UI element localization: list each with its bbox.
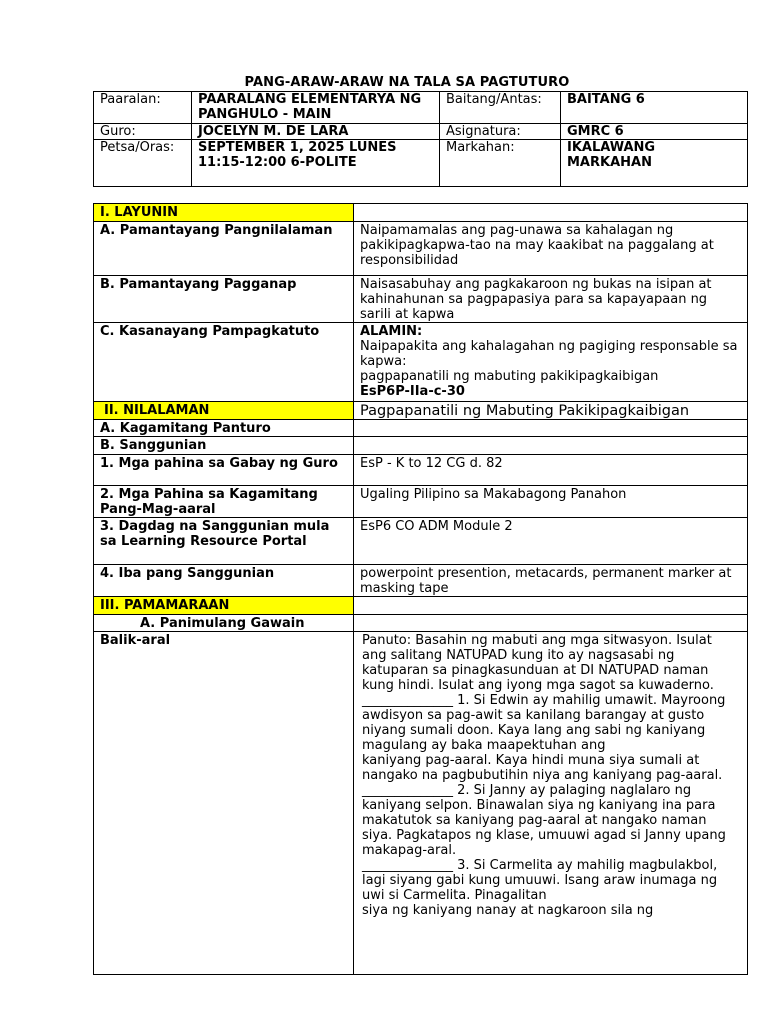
guro-label: Guro: (94, 124, 192, 140)
baitang-value: BAITANG 6 (561, 92, 748, 124)
pangnilalaman-value: Naipamamalas ang pag-unawa sa kahalagan ng pakikipagkapwa-tao na may kaakibat na paggalang at responsibilidad (354, 222, 748, 276)
section-pamamaraan-blank (354, 597, 748, 615)
row-panimulang-gawain (94, 615, 748, 632)
gabay-ng-guro-label: 1. Mga pahina sa Gabay ng Guro (94, 455, 354, 486)
kagamitang-mag-aaral-label: 2. Mga Pahina sa Kagamitang Pang-Mag-aaral (94, 486, 354, 518)
learning-resource-portal-label: 3. Dagdag na Sanggunian mula sa Learning Resource Portal (94, 518, 354, 565)
situation-1-b: kaniyang pag-aaral. Kaya hindi muna siya sumali at nangako na pagbubutihin niya ang kaniyang pag-aaral. (362, 753, 723, 783)
kagamitang-mag-aaral-value: Ugaling Pilipino sa Makabagong Panahon (354, 486, 748, 518)
sanggunian-value (354, 437, 748, 455)
row-kagamitang-mag-aaral (94, 486, 748, 518)
panuto-text: Panuto: Basahin ng mabuti ang mga sitwasyon. Isulat ang salitang NATUPAD kung ito ay nagsasabi ng katuparan sa pinagkasunduan at DI NATUPAD naman kung hindi. Isulat ang iyong mga sagot sa kuwaderno. (362, 633, 714, 693)
pagganap-label: B. Pamantayang Pagganap (94, 276, 354, 323)
pagganap-value: Naisasabuhay ang pagkakaroon ng bukas na isipan at kahinahunan sa pagpapasiya para sa kapayapaan ng sarili at kapwa (354, 276, 748, 323)
section-layunin-blank (354, 204, 748, 222)
iba-pang-sanggunian-label: 4. Iba pang Sanggunian (94, 565, 354, 597)
learning-resource-portal-value: EsP6 CO ADM Module 2 (354, 518, 748, 565)
panimulang-gawain-value (354, 615, 748, 632)
section-layunin-row (94, 204, 748, 222)
asignatura-value: GMRC 6 (561, 124, 748, 140)
pampagkatuto-line-1: Naipapakita ang kahalagahan ng pagiging responsable sa kapwa: (360, 339, 738, 369)
balik-aral-content (354, 632, 748, 975)
competency-code: EsP6P-IIa-c-30 (360, 384, 465, 399)
section-pamamaraan-heading: III. PAMAMARAAN (94, 597, 354, 615)
alamin-label: ALAMIN: (360, 324, 423, 339)
petsa-value: SEPTEMBER 1, 2025 LUNES 11:15-12:00 6-POLITE (192, 140, 440, 187)
row-kagamitang-panturo (94, 420, 748, 437)
gabay-ng-guro-value: EsP - K to 12 CG d. 82 (354, 455, 748, 486)
asignatura-label: Asignatura: (440, 124, 561, 140)
sanggunian-label: B. Sanggunian (94, 437, 354, 455)
row-learning-resource-portal (94, 518, 748, 565)
page-title: PANG-ARAW-ARAW NA TALA SA PAGTUTURO (244, 75, 570, 90)
row-sanggunian (94, 437, 748, 455)
petsa-label: Petsa/Oras: (94, 140, 192, 187)
row-balik-aral (94, 632, 748, 975)
section-layunin-heading: I. LAYUNIN (94, 204, 354, 222)
section-nilalaman-row (94, 402, 748, 420)
section-nilalaman-heading: II. NILALAMAN (94, 402, 354, 420)
situation-3-a: ______________ 3. Si Carmelita ay mahilig magbulakbol, lagi siyang gabi kung umuuwi. Isang araw inumaga ng uwi si Carmelita. Pinagalitan (362, 858, 718, 903)
markahan-label: Markahan: (440, 140, 561, 187)
kagamitang-panturo-value (354, 420, 748, 437)
panimulang-gawain-label: A. Panimulang Gawain (94, 615, 354, 632)
kagamitang-panturo-label: A. Kagamitang Panturo (94, 420, 354, 437)
situation-2: ______________ 2. Si Janny ay palaging naglalaro ng kaniyang selpon. Binawalan siya ng kaniyang ina para makatutok sa kaniyang pag-aaral at nangako naman siya. Pagkatapos ng klase, umuuwi agad si Janny upang makapag-aral. (362, 783, 726, 858)
paaralan-label: Paaralan: (94, 92, 192, 124)
situation-1-a: ______________ 1. Si Edwin ay mahilig umawit. Mayroong awdisyon sa pag-awit sa kanilang barangay at gusto niyang sumali doon. Kaya lang ang sabi ng kaniyang magulang ay baka maapektuhan ang (362, 693, 726, 753)
section-pamamaraan-row (94, 597, 748, 615)
pangnilalaman-label: A. Pamantayang Pangnilalaman (94, 222, 354, 276)
row-kasanayang-pampagkatuto (94, 323, 748, 402)
header-table (93, 91, 748, 187)
guro-value: JOCELYN M. DE LARA (192, 124, 440, 140)
balik-aral-label: Balik-aral (94, 632, 354, 975)
row-iba-pang-sanggunian (94, 565, 748, 597)
row-gabay-ng-guro (94, 455, 748, 486)
pampagkatuto-label: C. Kasanayang Pampagkatuto (94, 323, 354, 402)
row-pamantayang-pagganap (94, 276, 748, 323)
header-row-petsa (94, 140, 748, 187)
row-pamantayang-pangnilalaman (94, 222, 748, 276)
pampagkatuto-value (354, 323, 748, 402)
iba-pang-sanggunian-value: powerpoint presention, metacards, permanent marker at masking tape (354, 565, 748, 597)
nilalaman-value: Pagpapanatili ng Mabuting Pakikipagkaibigan (354, 402, 748, 420)
situation-3-b: siya ng kaniyang nanay at nagkaroon sila ng (362, 903, 654, 918)
header-row-guro (94, 124, 748, 140)
baitang-label: Baitang/Antas: (440, 92, 561, 124)
header-row-paaralan (94, 92, 748, 124)
pampagkatuto-line-2: pagpapanatili ng mabuting pakikipagkaibigan (360, 369, 659, 384)
paaralan-value: PAARALANG ELEMENTARYA NG PANGHULO - MAIN (192, 92, 440, 124)
lesson-plan-table (93, 203, 748, 975)
markahan-value: IKALAWANG MARKAHAN (561, 140, 748, 187)
